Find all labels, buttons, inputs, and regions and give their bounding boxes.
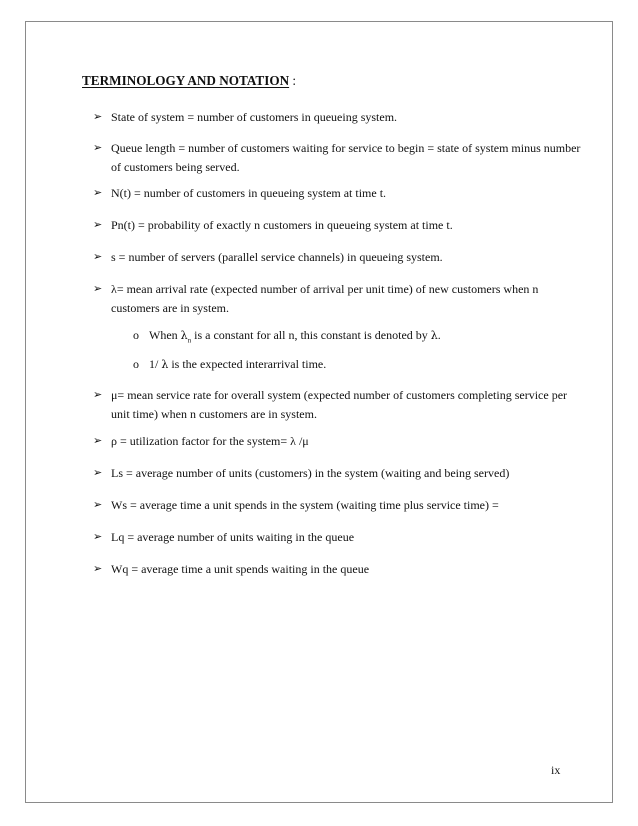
list-item — [93, 464, 583, 483]
arrow-bullet-icon: ➢ — [93, 435, 103, 447]
list-item — [93, 496, 583, 515]
list-item — [93, 432, 583, 451]
sub-list-item — [133, 355, 326, 374]
arrow-bullet-icon: ➢ — [93, 467, 103, 479]
lambda-symbol: λ — [430, 329, 438, 342]
list-item — [93, 386, 583, 423]
lambda-symbol: λ — [161, 358, 169, 371]
page-number: ix — [551, 763, 561, 777]
list-item-text: ρ = utilization factor for the system= λ /μ — [111, 434, 309, 448]
sub-item-text: is a constant for all n, this constant is denoted by — [191, 328, 431, 342]
arrow-bullet-icon: ➢ — [93, 499, 103, 511]
sub-list-item — [133, 326, 441, 349]
arrow-bullet-icon: ➢ — [93, 219, 103, 231]
list-item — [93, 184, 583, 203]
list-item-text: λ= mean arrival rate (expected number of arrival per unit time) of new customers when n customers are in system. — [111, 282, 539, 315]
list-item — [93, 528, 583, 547]
heading-title: TERMINOLOGY AND NOTATION — [82, 73, 290, 88]
list-item — [93, 216, 583, 235]
arrow-bullet-icon: ➢ — [93, 142, 103, 154]
list-item-text: Queue length = number of customers waiting for service to begin = state of system minus number of customers being served. — [111, 141, 581, 174]
list-item-text: s = number of servers (parallel service channels) in queueing system. — [111, 250, 443, 264]
list-item-text: μ= mean service rate for overall system (expected number of customers completing service per unit time) when n customers are in system. — [111, 388, 568, 421]
list-item-text: Ws = average time a unit spends in the system (waiting time plus service time) = — [111, 498, 499, 512]
arrow-bullet-icon: ➢ — [93, 251, 103, 263]
list-item — [93, 139, 583, 176]
arrow-bullet-icon: ➢ — [93, 283, 103, 295]
arrow-bullet-icon: ➢ — [93, 563, 103, 575]
list-item-text: Wq = average time a unit spends waiting in the queue — [111, 562, 370, 576]
list-item-text: Pn(t) = probability of exactly n customers in queueing system at time t. — [111, 218, 453, 232]
section-heading — [82, 73, 296, 89]
list-item-text: State of system = number of customers in queueing system. — [111, 110, 398, 124]
list-item-text: N(t) = number of customers in queueing system at time t. — [111, 186, 387, 200]
arrow-bullet-icon: ➢ — [93, 389, 103, 401]
circle-bullet-icon: o — [133, 357, 139, 371]
sub-item-text: . — [437, 328, 441, 342]
list-item — [93, 108, 583, 127]
subscript-n: n — [187, 336, 192, 345]
circle-bullet-icon: o — [133, 328, 139, 342]
lambda-symbol: λ — [180, 329, 188, 342]
arrow-bullet-icon: ➢ — [93, 111, 103, 123]
list-item — [93, 248, 583, 267]
list-item-text: Lq = average number of units waiting in the queue — [111, 530, 355, 544]
sub-item-text: 1/ — [149, 357, 162, 371]
heading-suffix: : — [289, 73, 297, 88]
list-item-text: Ls = average number of units (customers) in the system (waiting and being served) — [111, 466, 510, 480]
sub-item-text: When — [149, 328, 181, 342]
arrow-bullet-icon: ➢ — [93, 187, 103, 199]
arrow-bullet-icon: ➢ — [93, 531, 103, 543]
list-item — [93, 560, 583, 579]
sub-item-text: is the expected interarrival time. — [168, 357, 327, 371]
list-item — [93, 280, 583, 317]
